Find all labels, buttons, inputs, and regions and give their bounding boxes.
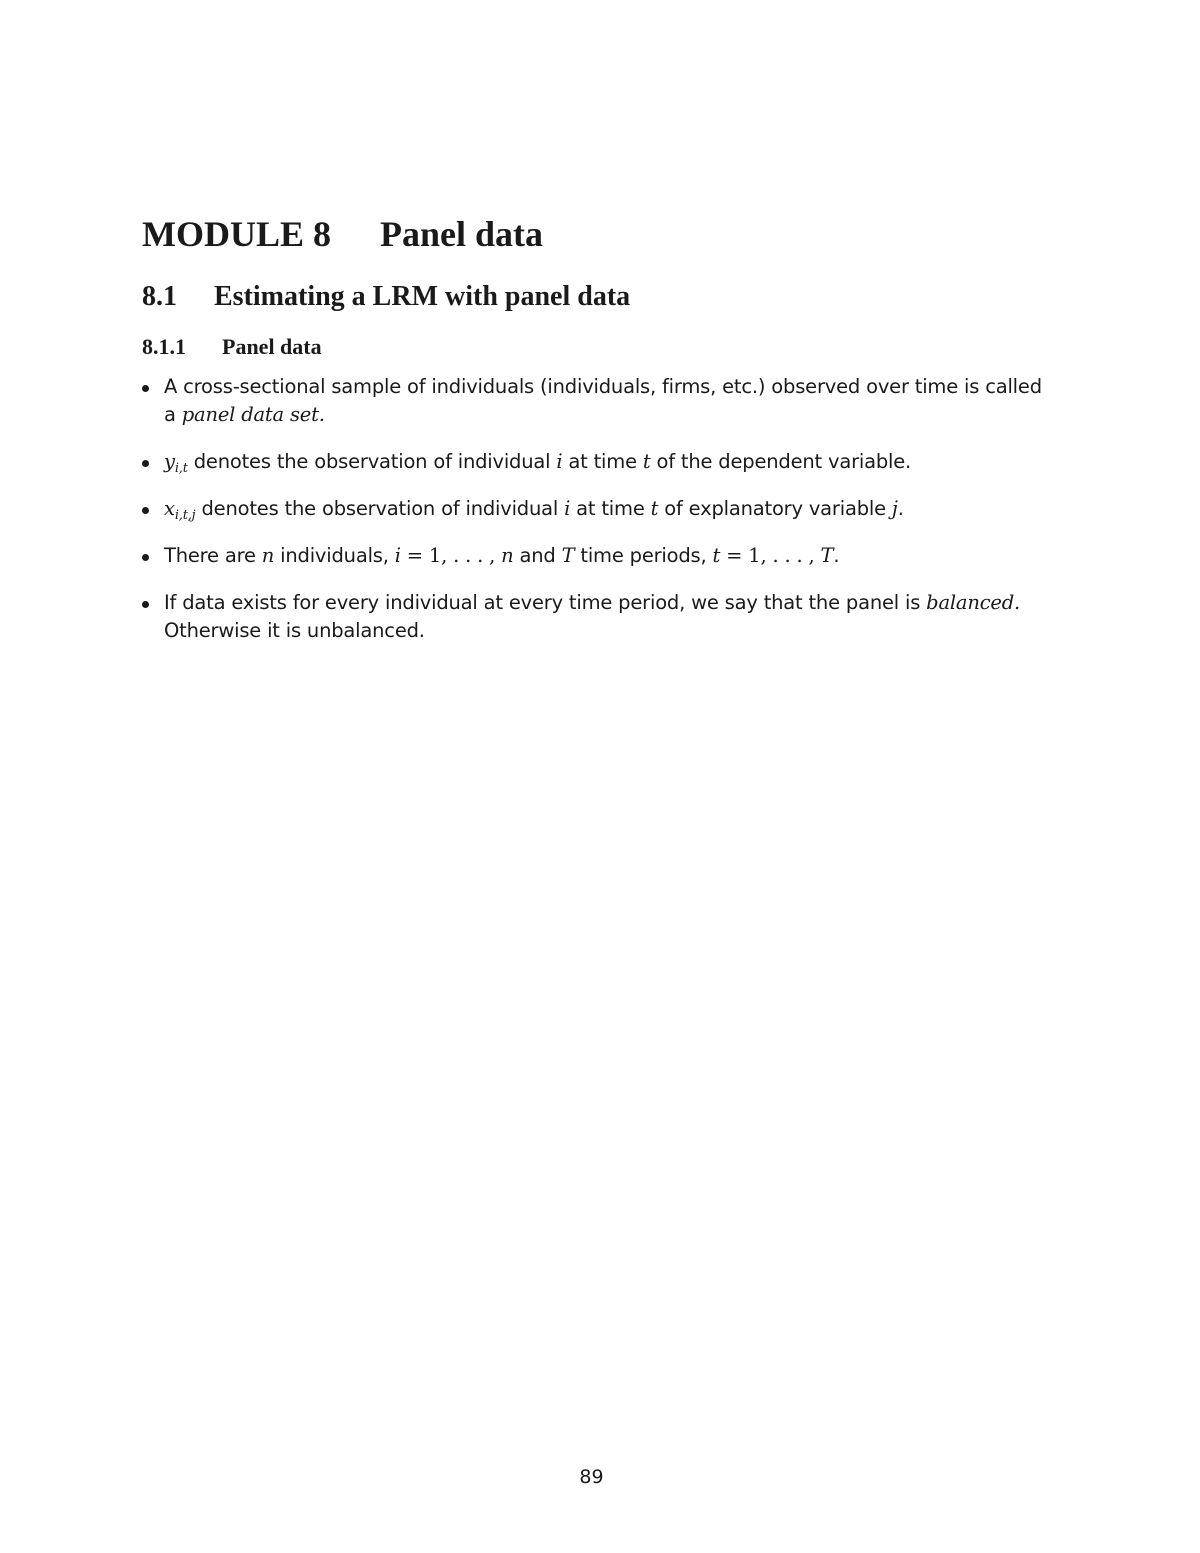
list-item — [142, 495, 1057, 523]
section-heading — [142, 280, 630, 314]
math-variable: T — [561, 544, 575, 567]
module-number: MODULE 8 — [142, 214, 331, 254]
list-item — [142, 448, 1057, 476]
bullet-text: at time — [562, 450, 643, 473]
math-variable: i — [394, 544, 401, 567]
subsection-number: 8.1.1 — [142, 334, 186, 359]
bullet-text: individuals, — [274, 544, 395, 567]
math-expression: = 1, . . . , — [720, 544, 821, 567]
bullet-icon — [142, 385, 149, 392]
bullet-text: time periods, — [574, 544, 713, 567]
math-expression: = 1, . . . , — [400, 544, 502, 567]
math-variable: t — [650, 497, 659, 520]
math-variable: n — [501, 544, 514, 567]
bullet-list — [142, 373, 1057, 664]
math-variable: n — [261, 544, 275, 567]
math-variable: T — [820, 544, 834, 567]
bullet-text: denotes the observation of individual — [187, 450, 557, 473]
bullet-text: If data exists for every individual at every time period, we say that the panel is — [164, 591, 921, 614]
bullet-text: A cross-sectional sample of individuals (individuals, firms, etc.) observed over time is called a — [164, 375, 1042, 426]
section-number: 8.1 — [142, 281, 177, 312]
bullet-text: . — [897, 497, 904, 520]
bullet-icon — [142, 460, 149, 467]
emphasis-term: panel data set. — [181, 403, 325, 426]
list-item — [142, 542, 1057, 570]
bullet-text: and — [513, 544, 562, 567]
subsection-title: Panel data — [222, 334, 322, 359]
bullet-text: at time — [570, 497, 651, 520]
subsection-heading — [142, 333, 322, 361]
math-variable: t — [642, 450, 651, 473]
bullet-text: Otherwise it is unbalanced. — [164, 619, 425, 642]
emphasis-term: balanced. — [926, 591, 1021, 614]
math-subscript: i,t,j — [174, 508, 196, 523]
math-variable: y — [164, 450, 175, 473]
bullet-text: . — [833, 544, 840, 567]
bullet-icon — [142, 554, 149, 561]
math-subscript: i,t — [174, 461, 188, 476]
math-variable: j — [891, 497, 898, 520]
math-variable: i — [556, 450, 563, 473]
bullet-icon — [142, 507, 149, 514]
bullet-text: denotes the observation of individual — [195, 497, 565, 520]
section-title: Estimating a LRM with panel data — [214, 281, 631, 312]
list-item — [142, 589, 1057, 645]
math-variable: x — [164, 497, 175, 520]
list-item — [142, 373, 1057, 429]
bullet-text: There are — [164, 544, 262, 567]
bullet-text: of explanatory variable — [658, 497, 892, 520]
math-variable: t — [712, 544, 721, 567]
page-number: 89 — [579, 1466, 604, 1488]
math-variable: i — [564, 497, 571, 520]
module-heading — [142, 212, 543, 256]
bullet-text: of the dependent variable. — [650, 450, 912, 473]
module-title: Panel data — [380, 214, 544, 254]
bullet-icon — [142, 601, 149, 608]
